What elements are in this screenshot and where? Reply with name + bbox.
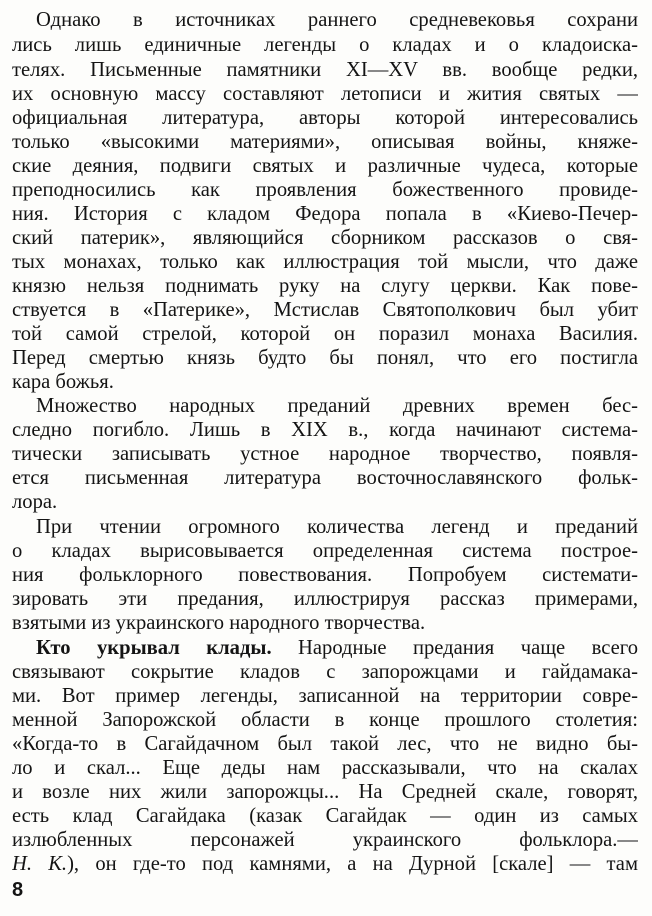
text-line-rest: Народные предания чаще всего (271, 637, 638, 659)
section-heading: Кто укрывал клады. (36, 637, 272, 659)
text-line: ло и скал... Еще деды нам рассказывали, что на скалах (12, 757, 638, 779)
text-line: лись лишь единичные легенды о кладах и о кладоиска- (12, 34, 638, 56)
text-line: о кладах вырисовывается определенная система построе- (12, 540, 638, 562)
text-line: ется письменная литература восточнославянского фольк- (12, 467, 638, 489)
text-line: только «высокими материями», описывая войны, княже- (12, 131, 638, 153)
text-line: ния фольклорного повествования. Попробуем системати- (12, 564, 638, 586)
text-line: и возле них жили запорожцы... На Средней скале, говорят, (12, 781, 638, 803)
text-line (12, 852, 638, 876)
text-line: есть клад Сагайдака (казак Сагайдак — один из самых (12, 805, 638, 827)
text-line: ствуется в «Патерике», Мстислав Святополкович был убит (12, 299, 638, 321)
text-line: ния. История с кладом Федора попала в «Киево-Печер- (12, 203, 638, 225)
text-line: Однако в источниках раннего средневековья сохрани (36, 9, 638, 31)
text-line: их основную массу составляют летописи и жития святых — (12, 83, 638, 105)
text-line: преподносились как проявления божественного провиде- (12, 179, 638, 201)
text-line: кара божья. (12, 371, 114, 393)
text-line: князю нельзя поднимать руку на слугу церкви. Как пове- (12, 275, 638, 297)
text-line: лора. (12, 491, 58, 513)
text-line: официальная литература, авторы которой интересовались (12, 107, 638, 129)
text-line: тически записывать устное народное творчество, появля- (12, 443, 638, 465)
text-line: «Когда-то в Сагайдачном был такой лес, что не видно бы- (12, 733, 638, 755)
text-line: связывают сокрытие кладов с запорожцами и гайдамака- (12, 661, 638, 683)
text-line: взятыми из украинского народного творчества. (12, 612, 426, 634)
text-line (36, 636, 638, 660)
text-line: При чтении огромного количества легенд и преданий (36, 516, 638, 538)
text-line: ские деяния, подвиги святых и различные чудеса, которые (12, 155, 638, 177)
text-line: телях. Письменные памятники XI—XV вв. вообще редки, (12, 59, 638, 81)
text-line: Множество народных преданий древних времен бес- (36, 395, 638, 417)
text-line: той самой стрелой, которой он поразил монаха Василия. (12, 323, 638, 345)
text-line: следно погибло. Лишь в XIX в., когда начинают система- (12, 419, 638, 441)
page-number: 8 (12, 879, 24, 901)
text-line: тых монахах, только как иллюстрация той мысли, что даже (12, 251, 638, 273)
text-line: Перед смертью князь будто бы понял, что его постигла (12, 347, 638, 369)
text-line: излюбленных персонажей украинского фольклора.— (12, 829, 638, 851)
text-line-rest: ), он где-то под камнями, а на Дурной [скале] — там (67, 853, 638, 875)
text-line: менной Запорожской области в конце прошлого столетия: (12, 709, 638, 731)
text-line: зировать эти предания, иллюстрируя рассказ примерами, (12, 588, 638, 610)
author-initials: Н. К. (12, 853, 68, 875)
text-line: ский патерик», являющийся сборником рассказов о свя- (12, 227, 638, 249)
text-line: ми. Вот пример легенды, записанной на территории совре- (12, 685, 638, 707)
